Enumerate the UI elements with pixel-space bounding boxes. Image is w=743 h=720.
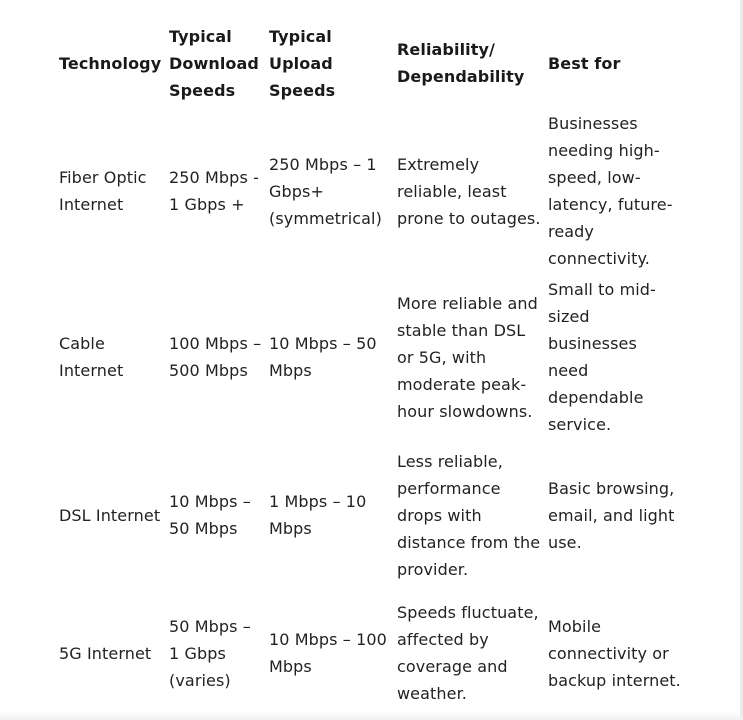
cell-reliability: Speeds fluctuate, affected by coverage and weather. [397,603,539,703]
cell-reliability: Less reliable, performance drops with distance from the provider. [397,451,541,579]
cell-technology: 5G Internet [59,643,152,663]
cell-technology: DSL Internet [59,505,161,525]
cell-upload: 1 Mbps – 10 Mbps [269,492,367,538]
table-row [56,440,681,590]
comparison-table [56,18,681,716]
cell-best-for: Small to mid-sized businesses need dependable service. [548,280,656,434]
cell-upload: 10 Mbps – 100 Mbps [269,630,387,676]
cell-best-for: Basic browsing, email, and light use. [548,478,675,552]
cell-technology: Fiber Optic Internet [59,168,147,214]
cell-download: 50 Mbps – 1 Gbps (varies) [169,616,251,690]
cell-best-for: Businesses needing high-speed, low-latency, future-ready connectivity. [548,114,673,268]
cell-reliability: More reliable and stable than DSL or 5G, with moderate peak-hour slowdowns. [397,293,538,421]
table-row [56,274,681,440]
header-reliability: Reliability/ Dependability [397,40,525,86]
cell-technology: Cable Internet [59,334,124,380]
header-technology: Technology [59,53,162,73]
header-upload-speeds: Typical Upload Speeds [269,26,336,100]
cell-upload: 250 Mbps – 1 Gbps+ (symmetrical) [269,154,382,228]
cell-download: 250 Mbps - 1 Gbps + [169,168,259,214]
table-header-row [56,18,681,108]
table-row [56,590,681,716]
cell-reliability: Extremely reliable, least prone to outages. [397,154,541,228]
header-download-speeds: Typical Download Speeds [169,26,259,100]
cell-best-for: Mobile connectivity or backup internet. [548,616,681,690]
table-row [56,108,681,274]
header-best-for: Best for [548,53,621,73]
cell-download: 10 Mbps – 50 Mbps [169,492,251,538]
bottom-scroll-fade [0,712,743,720]
cell-upload: 10 Mbps – 50 Mbps [269,334,377,380]
cell-download: 100 Mbps – 500 Mbps [169,334,262,380]
